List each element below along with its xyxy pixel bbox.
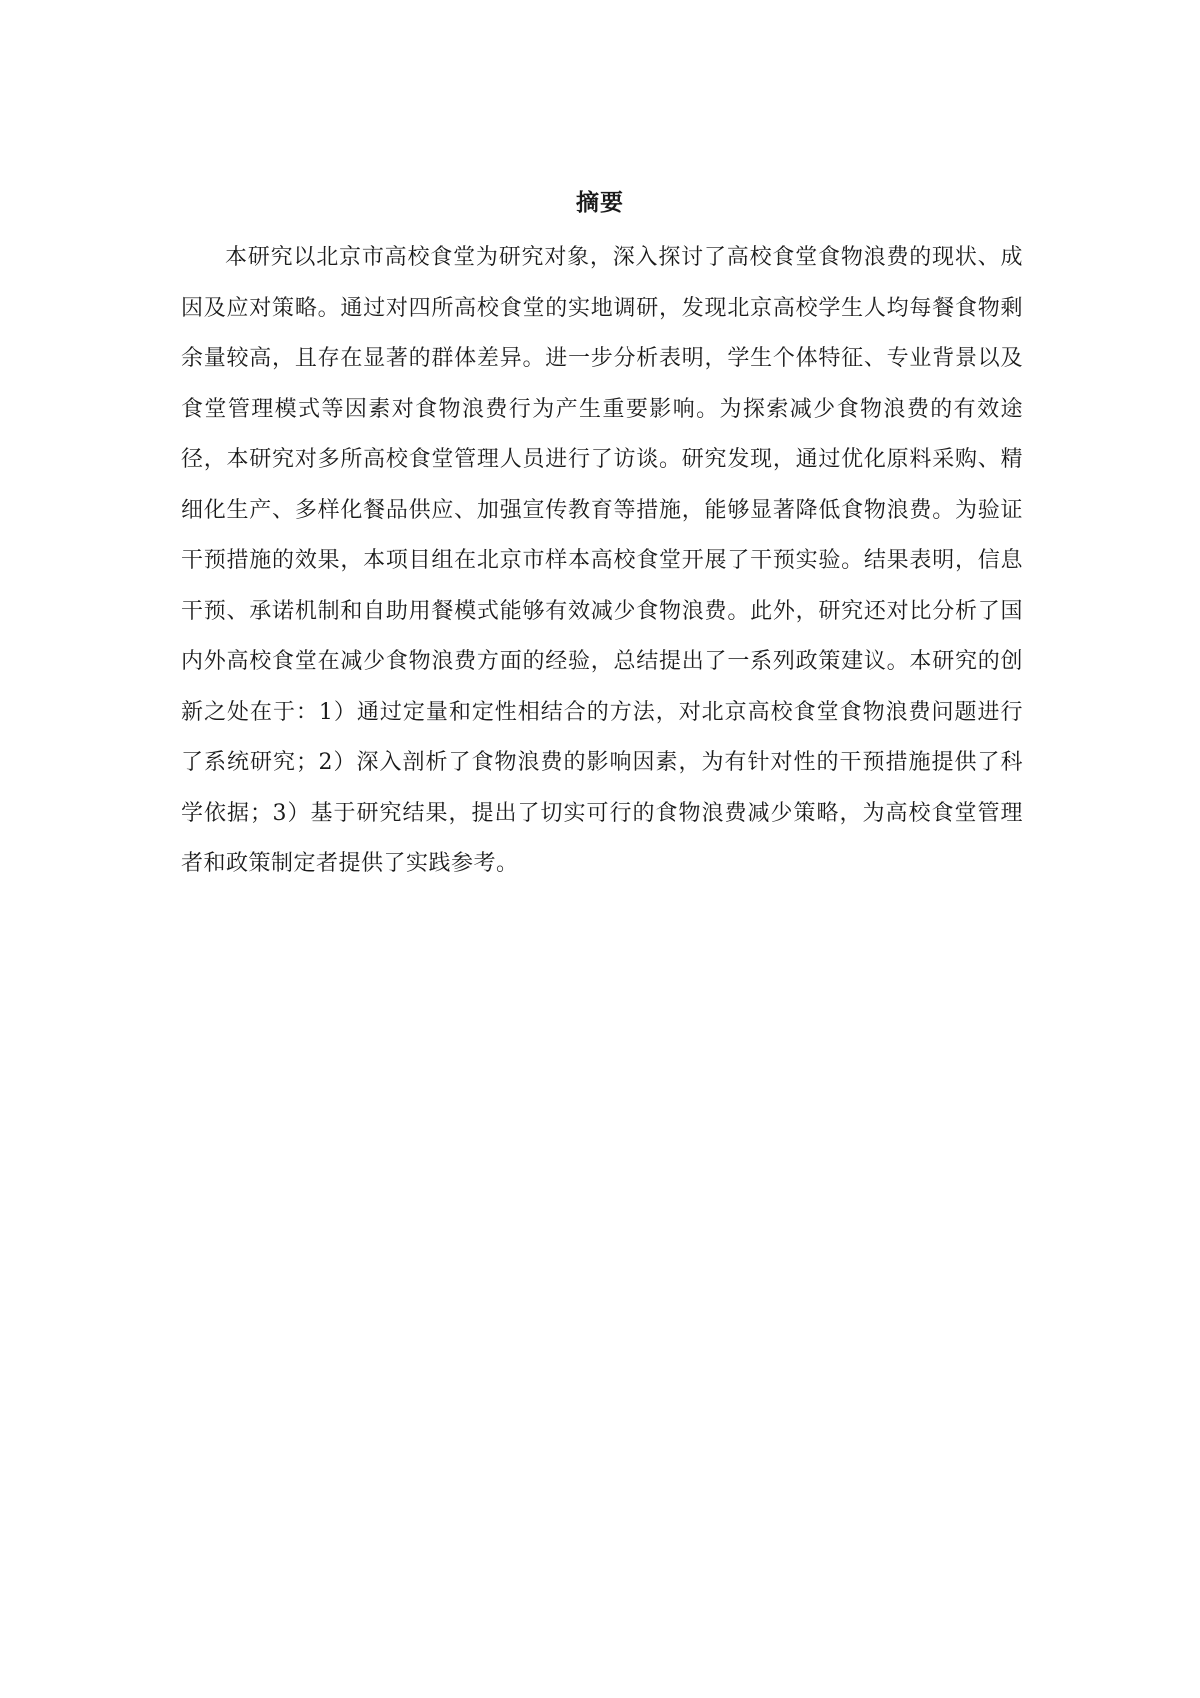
abstract-paragraph: 本研究以北京市高校食堂为研究对象，深入探讨了高校食堂食物浪费的现状、成因及应对策略。通过对四所高校食堂的实地调研，发现北京高校学生人均每餐食物剩余量较高，且存在显著的群体差异。进一步分析表明，学生个体特征、专业背景以及食堂管理模式等因素对食物浪费行为产生重要影响。为探索减少食物浪费的有效途径，本研究对多所高校食堂管理人员进行了访谈。研究发现，通过优化原料采购、精细化生产、多样化餐品供应、加强宣传教育等措施，能够显著降低食物浪费。为验证干预措施的效果，本项目组在北京市样本高校食堂开展了干预实验。结果表明，信息干预、承诺机制和自助用餐模式能够有效减少食物浪费。此外，研究还对比分析了国内外高校食堂在减少食物浪费方面的经验，总结提出了一系列政策建议。本研究的创新之处在于：1）通过定量和定性相结合的方法，对北京高校食堂食物浪费问题进行了系统研究；2）深入剖析了食物浪费的影响因素，为有针对性的干预措施提供了科学依据；3）基于研究结果，提出了切实可行的食物浪费减少策略，为高校食堂管理者和政策制定者提供了实践参考。 — [181, 245, 1023, 876]
abstract-title: 摘要 — [576, 190, 624, 216]
